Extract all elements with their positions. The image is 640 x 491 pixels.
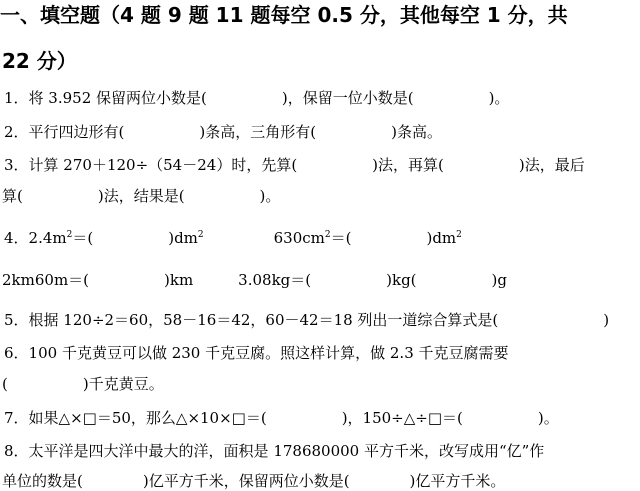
question-7: 7．如果△×□＝50，那么△×10×□＝( )，150÷△÷□＝( )。 (4, 409, 559, 427)
q4-part-d: ＝( )dm (330, 229, 457, 247)
question-5: 5．根据 120÷2＝60，58－16＝42，60－42＝18 列出一道综合算式是( ) (4, 311, 610, 329)
question-6: 6．100 千克黄豆可以做 230 千克豆腐。照这样计算，做 2.3 千克豆腐需要 (4, 344, 509, 362)
question-3: 3．计算 270＋120÷（54－24）时，先算( )法，再算( )法，最后 (4, 156, 585, 174)
question-8-continued: 单位的数是( )亿平方千米，保留两位小数是( )亿平方千米。 (2, 472, 506, 490)
section-title-continued: 22 分） (2, 49, 77, 73)
q4-part-a: 4．2.4m (4, 229, 67, 247)
q4-sup-d: 2 (456, 230, 462, 240)
question-1: 1．将 3.952 保留两位小数是( )，保留一位小数是( )。 (4, 89, 510, 107)
question-2: 2．平行四边形有( )条高，三角形有( )条高。 (4, 123, 442, 141)
section-title: 一、填空题（4 题 9 题 11 题每空 0.5 分，其他每空 1 分，共 (0, 3, 568, 27)
q4-sup-a: 2 (66, 230, 73, 240)
question-6-continued: ( )千克黄豆。 (2, 375, 164, 393)
question-4-continued: 2km60m＝( )km 3.08kg＝( )kg( )g (2, 271, 507, 289)
q4-sup-c: 2 (324, 230, 331, 240)
q4-sup-b: 2 (197, 230, 204, 240)
q4-part-b: ＝( )dm (72, 229, 198, 247)
question-8: 8．太平洋是四大洋中最大的洋，面积是 178680000 平方千米，改写成用“亿”作 (4, 442, 545, 460)
q4-part-c: 630cm (273, 229, 325, 247)
question-3-continued: 算( )法，结果是( )。 (2, 187, 281, 205)
question-4 (4, 228, 462, 248)
